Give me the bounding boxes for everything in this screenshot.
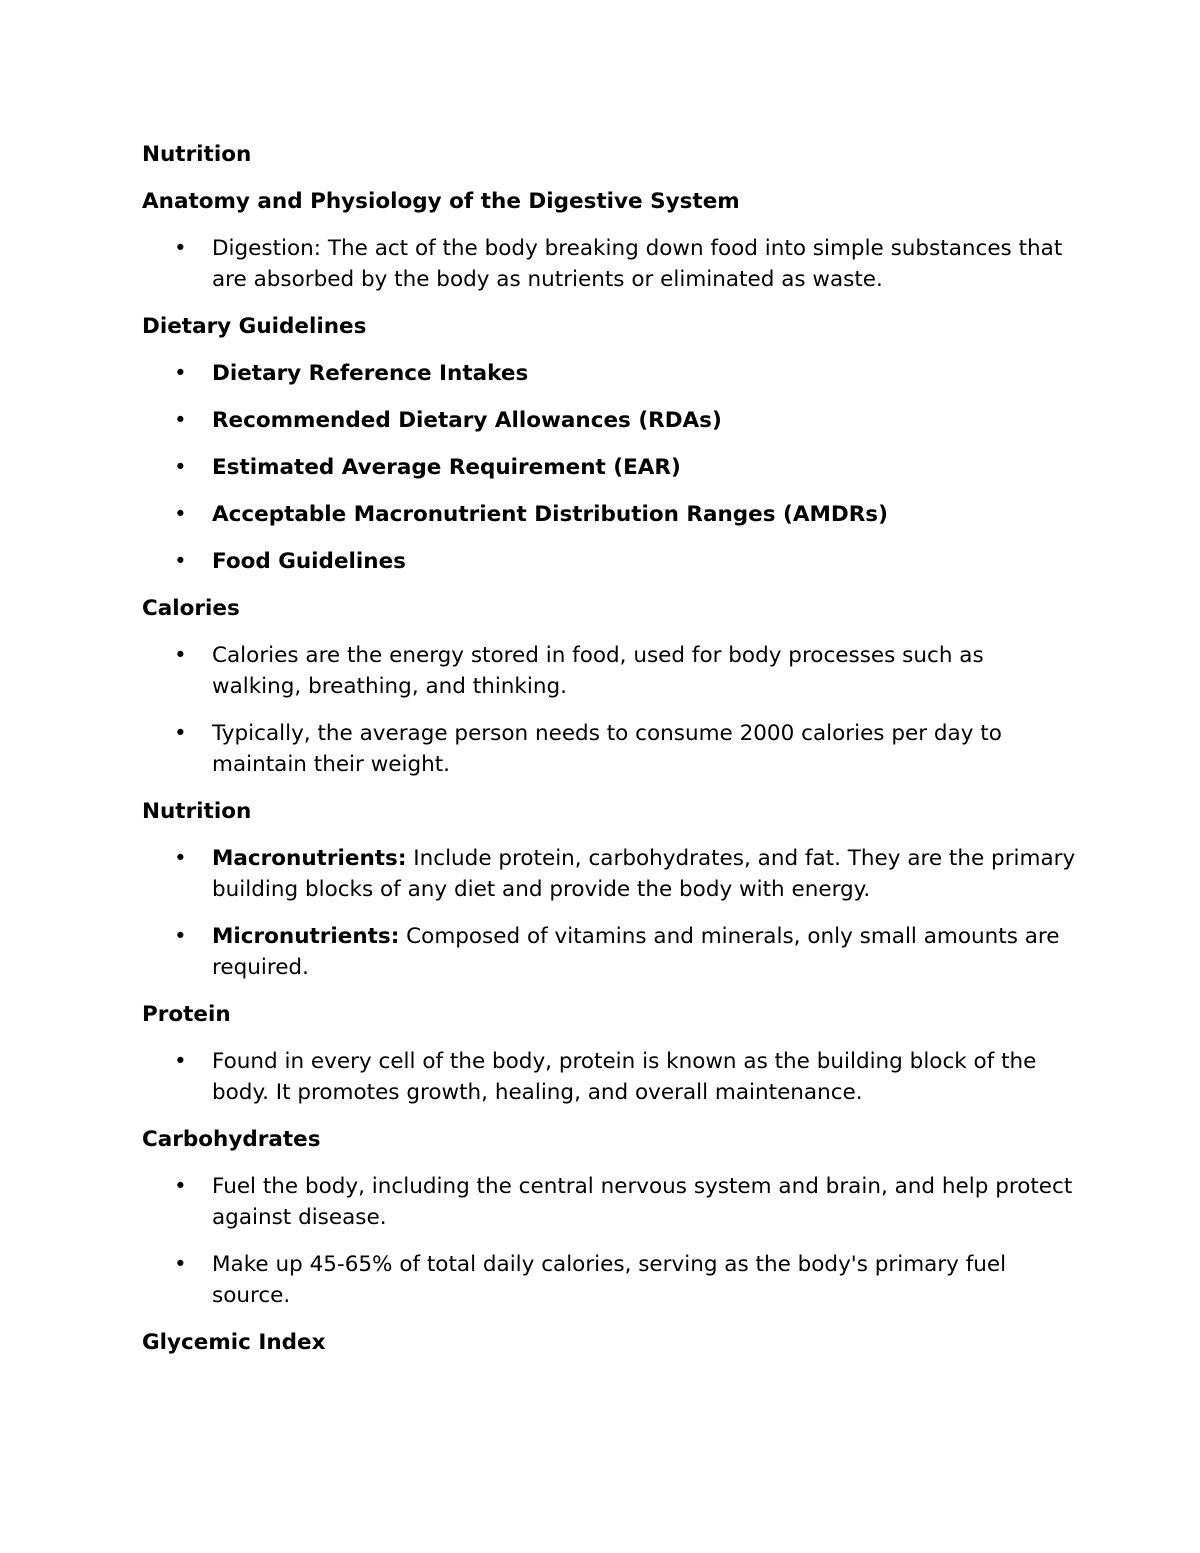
bullet-list [142,843,1077,983]
bullet-icon: • [174,924,187,949]
list-item [142,718,1077,780]
list-item [142,921,1077,983]
list-item [142,1249,1077,1311]
list-item [142,233,1077,295]
list-item [142,843,1077,905]
bullet-icon: • [174,236,187,261]
bullet-icon: • [174,455,187,480]
bullet-list [142,640,1077,780]
list-item [142,1171,1077,1233]
bullet-icon: • [174,549,187,574]
section-heading: Dietary Guidelines [142,314,367,339]
bullet-icon: • [174,721,187,746]
section-heading: Nutrition [142,799,252,824]
item-term: Acceptable Macronutrient Distribution Ranges (AMDRs) [212,502,888,527]
bullet-icon: • [174,1252,187,1277]
list-item [142,546,1077,577]
section-heading: Protein [142,1002,231,1027]
list-item [142,499,1077,530]
bullet-list [142,233,1077,295]
bullet-list [142,1046,1077,1108]
item-term: Macronutrients: [212,846,407,871]
item-text: Composed of vitamins and minerals, only small amounts are required. [212,924,1060,980]
bullet-icon: • [174,408,187,433]
bullet-icon: • [174,361,187,386]
list-item [142,640,1077,702]
document-page [142,139,1077,1374]
item-term: Estimated Average Requirement (EAR) [212,455,681,480]
item-term: Micronutrients: [212,924,400,949]
bullet-list [142,1171,1077,1311]
section-heading: Carbohydrates [142,1127,321,1152]
item-term: Food Guidelines [212,549,406,574]
section-heading: Calories [142,596,240,621]
list-item [142,1046,1077,1108]
item-text: Include protein, carbohydrates, and fat. They are the primary building blocks of any diet and provide the body with energy. [212,846,1076,902]
bullet-icon: • [174,1174,187,1199]
section-heading: Glycemic Index [142,1330,326,1355]
section-heading: Nutrition [142,142,252,167]
bullet-icon: • [174,502,187,527]
list-item [142,452,1077,483]
list-item [142,358,1077,389]
item-term: Dietary Reference Intakes [212,361,529,386]
item-text: Digestion: The act of the body breaking down food into simple substances that are absorbed by the body as nutrients or eliminated as waste. [212,236,1063,292]
item-text: Found in every cell of the body, protein is known as the building block of the body. It promotes growth, healing, and overall maintenance. [212,1049,1037,1105]
item-text: Make up 45-65% of total daily calories, serving as the body's primary fuel source. [212,1252,1007,1308]
item-text: Fuel the body, including the central nervous system and brain, and help protect against disease. [212,1174,1073,1230]
item-text: Calories are the energy stored in food, used for body processes such as walking, breathing, and thinking. [212,643,984,699]
bullet-icon: • [174,846,187,871]
item-text: Typically, the average person needs to consume 2000 calories per day to maintain their weight. [212,721,1002,777]
item-term: Recommended Dietary Allowances (RDAs) [212,408,722,433]
bullet-icon: • [174,1049,187,1074]
bullet-list [142,358,1077,577]
section-heading: Anatomy and Physiology of the Digestive System [142,189,740,214]
list-item [142,405,1077,436]
bullet-icon: • [174,643,187,668]
